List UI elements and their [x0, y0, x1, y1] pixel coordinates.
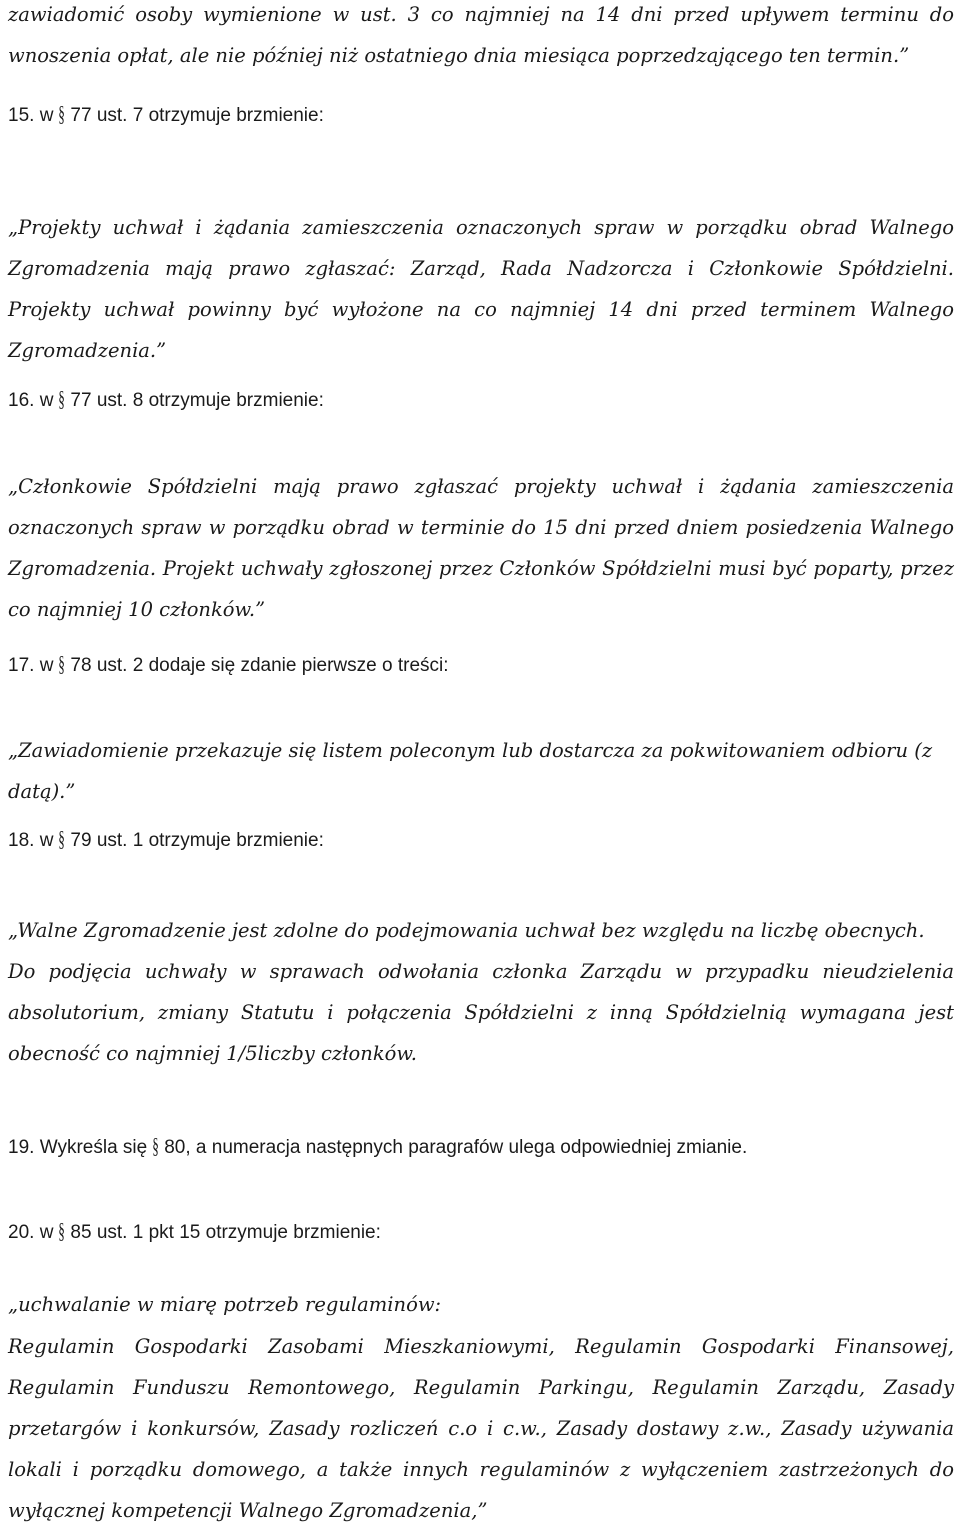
quote-paragraph: „Walne Zgromadzenie jest zdolne do podejmowania uchwał bez względu na liczbę obecnych. — [8, 919, 925, 942]
amendment-prefix: 19. Wykreśla się — [8, 1137, 148, 1158]
amendment-prefix: 20. w — [8, 1222, 54, 1243]
section-sign: § — [58, 826, 66, 851]
section-sign: § — [58, 386, 66, 411]
amendment-15 — [8, 101, 954, 131]
quote-paragraph: Regulamin Gospodarki Zasobami Mieszkaniowymi, Regulamin Gospodarki Finansowej, Regulamin Funduszu Remontowego, Regulamin Parkingu, Regulamin Zarządu, Zasady przetargów i konkursów, Zasady rozliczeń c.o i c.w., Zasady dostawy z.w., Zasady używania lokali i porządku domowego, a także innych regulaminów z wyłączeniem zastrzeżonych do wyłącznej kompetencji Walnego Zgromadzenia,” — [8, 1335, 954, 1522]
quote-paragraph: zawiadomić osoby wymienione w ust. 3 co najmniej na 14 dni przed upływem terminu do wnoszenia opłat, ale nie później niż ostatniego dnia miesiąca poprzedzającego ten termin.” — [8, 3, 954, 67]
section-sign: § — [152, 1133, 160, 1158]
quote-paragraph: „Projekty uchwał i żądania zamieszczenia oznaczonych spraw w porządku obrad Walnego Zgromadzenia mają prawo zgłaszać: Zarząd, Rada Nadzorcza i Członkowie Spółdzielni. Projekty uchwał powinny być wyłożone na co najmniej 14 dni przed terminem Walnego Zgromadzenia.” — [8, 216, 954, 362]
amendment-19 — [8, 1133, 954, 1163]
quote-paragraph: „Członkowie Spółdzielni mają prawo zgłaszać projekty uchwał i żądania zamieszczenia oznaczonych spraw w porządku obrad w terminie do 15 dni przed dniem posiedzenia Walnego Zgromadzenia. Projekt uchwały zgłoszonej przez Członków Spółdzielni musi być poparty, przez co najmniej 10 członków.” — [8, 475, 954, 621]
amendment-prefix: 17. w — [8, 655, 54, 676]
amendment-text: 77 ust. 8 otrzymuje brzmienie: — [70, 390, 324, 411]
amendment-prefix: 15. w — [8, 105, 54, 126]
section-sign: § — [58, 1218, 66, 1243]
amendment-17 — [8, 651, 954, 681]
quote-paragraph: Do podjęcia uchwały w sprawach odwołania członka Zarządu w przypadku nieudzielenia absolutorium, zmiany Statutu i połączenia Spółdzielni z inną Spółdzielnią wymagana jest obecność co najmniej 1/5liczby członków. — [8, 960, 954, 1065]
amendment-prefix: 18. w — [8, 830, 54, 851]
quote-paragraph: „Zawiadomienie przekazuje się listem poleconym lub dostarcza za pokwitowaniem odbioru (z datą).” — [8, 739, 933, 803]
amendment-text: 78 ust. 2 dodaje się zdanie pierwsze o treści: — [70, 655, 449, 676]
amendment-prefix: 16. w — [8, 390, 54, 411]
amendment-16 — [8, 386, 954, 416]
amendment-20 — [8, 1218, 954, 1248]
amendment-text: 79 ust. 1 otrzymuje brzmienie: — [70, 830, 324, 851]
amendment-text: 77 ust. 7 otrzymuje brzmienie: — [70, 105, 324, 126]
section-sign: § — [58, 101, 66, 126]
amendment-18 — [8, 826, 954, 856]
section-sign: § — [58, 651, 66, 676]
quote-paragraph: „uchwalanie w miarę potrzeb regulaminów: — [8, 1293, 442, 1316]
amendment-text: 80, a numeracja następnych paragrafów ulega odpowiedniej zmianie. — [164, 1137, 748, 1158]
amendment-text: 85 ust. 1 pkt 15 otrzymuje brzmienie: — [70, 1222, 381, 1243]
